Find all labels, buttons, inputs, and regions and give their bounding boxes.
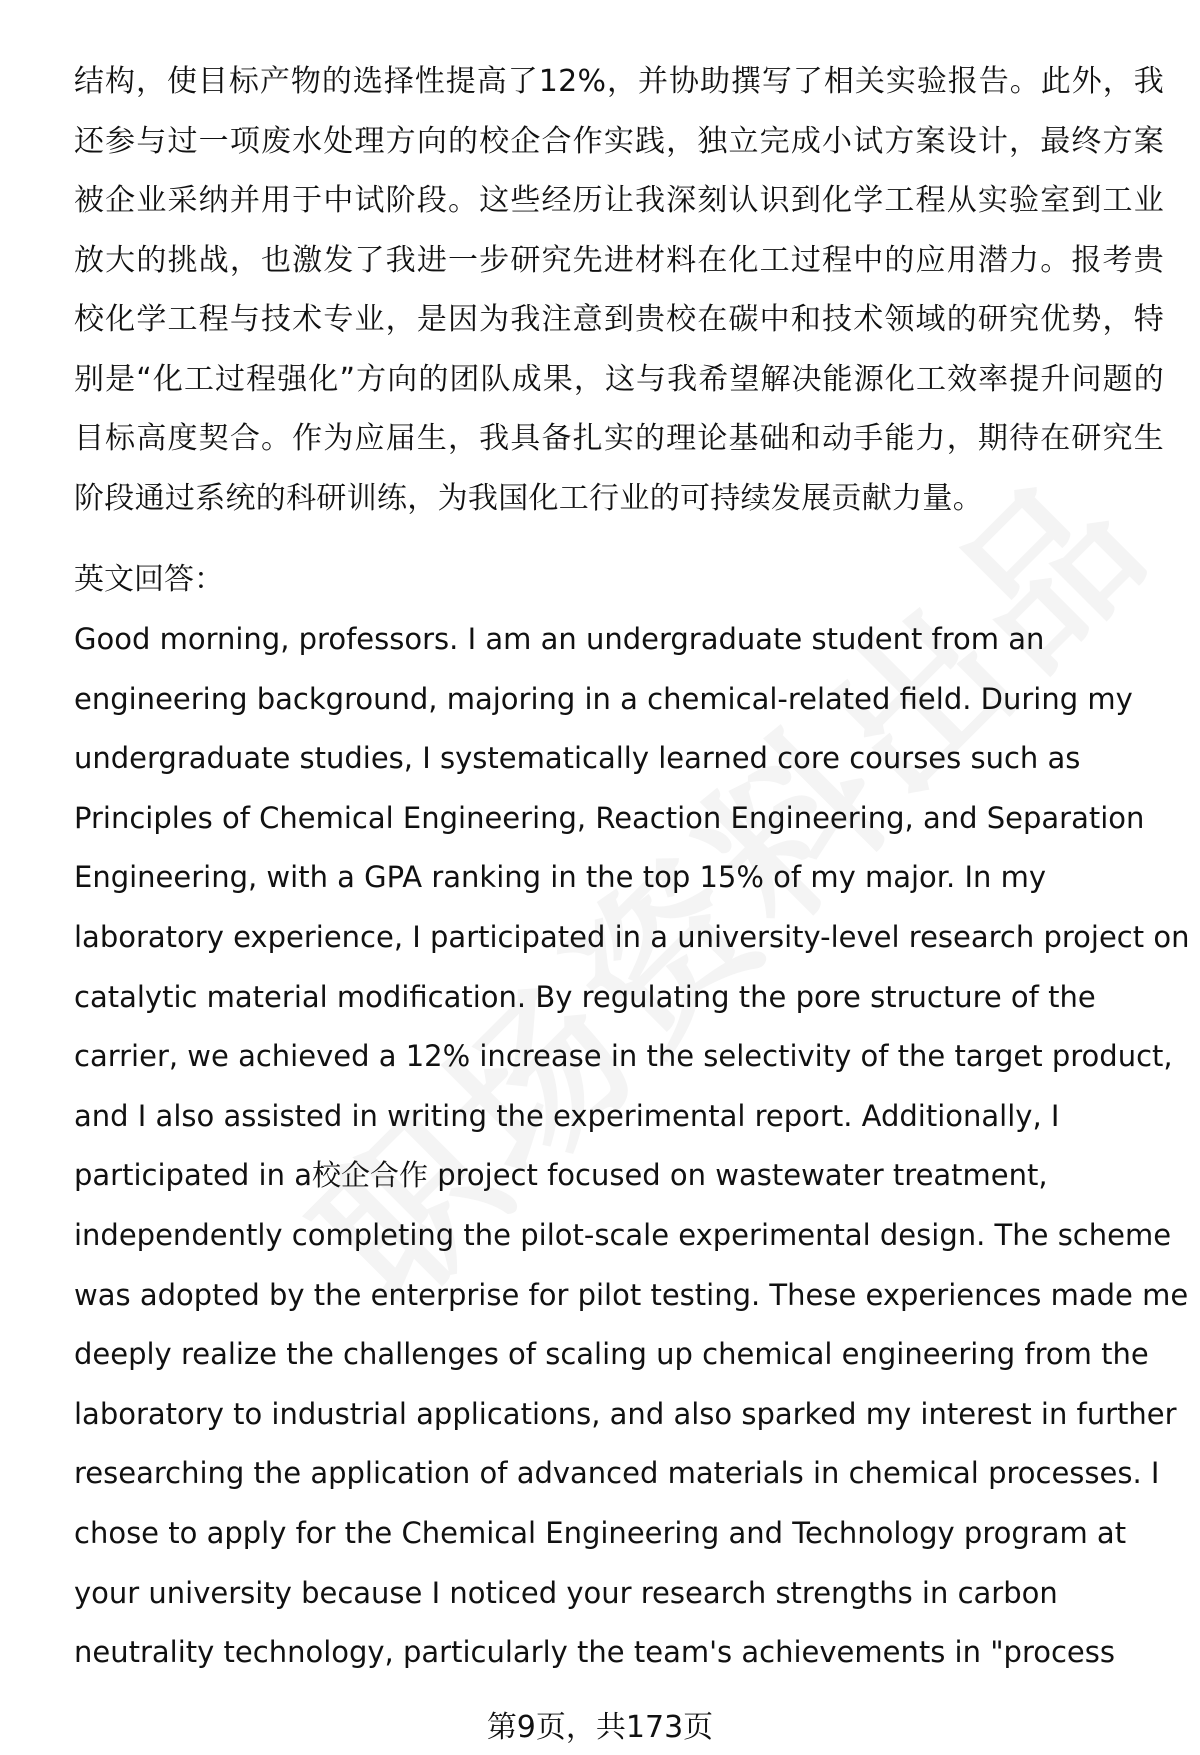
english-line: chose to apply for the Chemical Engineering and Technology program at bbox=[74, 1515, 1127, 1550]
english-line: was adopted by the enterprise for pilot testing. These experiences made me bbox=[74, 1277, 1189, 1312]
english-line: participated in a校企合作 project focused on wastewater treatment, bbox=[74, 1158, 1048, 1193]
english-line: and I also assisted in writing the experimental report. Additionally, I bbox=[74, 1098, 1060, 1133]
english-answer-label: 英文回答： bbox=[74, 562, 224, 597]
english-line: laboratory to industrial applications, and also sparked my interest in further bbox=[74, 1396, 1177, 1431]
english-line: Good morning, professors. I am an undergraduate student from an bbox=[74, 622, 1045, 656]
page-number: 第9页，共173页 bbox=[486, 1710, 714, 1745]
english-line: Principles of Chemical Engineering, Reaction Engineering, and Separation bbox=[74, 800, 1145, 835]
english-line: your university because I noticed your research strengths in carbon bbox=[74, 1575, 1058, 1610]
english-line: undergraduate studies, I systematically learned core courses such as bbox=[74, 741, 1081, 776]
english-line: researching the application of advanced materials in chemical processes. I bbox=[74, 1456, 1160, 1491]
english-line: independently completing the pilot-scale experimental design. The scheme bbox=[74, 1217, 1172, 1252]
english-line: catalytic material modification. By regulating the pore structure of the bbox=[74, 979, 1096, 1014]
english-line: carrier, we achieved a 12% increase in the selectivity of the target product, bbox=[74, 1039, 1173, 1074]
english-line: deeply realize the challenges of scaling up chemical engineering from the bbox=[74, 1337, 1149, 1372]
page-content bbox=[74, 52, 1190, 1683]
english-line: Engineering, with a GPA ranking in the top 15% of my major. In my bbox=[74, 860, 1047, 895]
english-line: laboratory experience, I participated in a university-level research project on bbox=[74, 919, 1190, 954]
english-line: engineering background, majoring in a chemical-related field. During my bbox=[74, 681, 1133, 716]
english-line: neutrality technology, particularly the team's achievements in "process bbox=[74, 1635, 1115, 1670]
english-answer-paragraph bbox=[74, 610, 1190, 1683]
chinese-answer-paragraph: 结构，使目标产物的选择性提高了12%，并协助撰写了相关实验报告。此外，我还参与过一项废水处理方向的校企合作实践，独立完成小试方案设计，最终方案被企业采纳并用于中试阶段。这些经历让我深刻认识到化学工程从实验室到工业放大的挑战，也激发了我进一步研究先进材料在化工过程中的应用潜力。报考贵校化学工程与技术专业，是因为我注意到贵校在碳中和技术领域的研究优势，特别是“化工过程强化”方向的团队成果，这与我希望解决能源化工效率提升问题的目标高度契合。作为应届生，我具备扎实的理论基础和动手能力，期待在研究生阶段通过系统的科研训练，为我国化工行业的可持续发展贡献力量。 bbox=[74, 64, 1164, 516]
